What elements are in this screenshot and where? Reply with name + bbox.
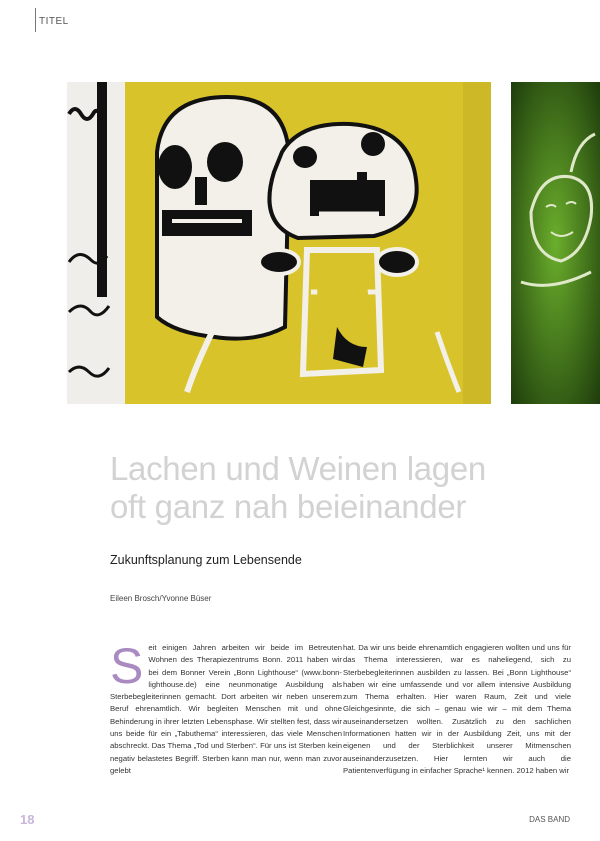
magazine-name: DAS BAND (529, 815, 570, 824)
article-authors: Eileen Brosch/Yvonne Büser (110, 594, 212, 603)
article-subtitle: Zukunftsplanung zum Lebensende (110, 553, 302, 567)
headline-line-1: Lachen und Weinen lagen (110, 450, 486, 487)
headline-line-2: oft ganz nah beieinander (110, 488, 467, 525)
article-headline (110, 450, 580, 526)
green-artwork-photo (511, 82, 600, 404)
body-text-right: hat. Da wir uns beide ehrenamtlich engagieren wollten und uns für das Thema interessieren, war es naheliegend, sich zu Sterbebegleiterinnen ausbilden zu lassen. Bei „Bonn Lighthouse“ haben wir eine umfassende und vor allem intensive Ausbildung zum Thema erhalten. Hier waren Raum, Zeit und viele Gleichgesinnte, die sich – genau wie wir – mit dem Thema auseinandersetzen wollten. Zusätzlich zu den sachlichen Informationen hatten wir in der Ausbildung Zeit, uns mit der eigenen und der Sterblichkeit unserer Mitmenschen auseinanderzusetzen. Hier lernten wir auch die Patientenverfügung in einfacher Sprache¹ kennen. 2012 haben wir (343, 643, 571, 775)
section-label: TITEL (39, 16, 69, 27)
body-column-right (343, 642, 571, 777)
dropcap-letter: S (110, 638, 144, 694)
body-column-left (110, 638, 342, 777)
section-rule (35, 8, 36, 32)
artwork-photo (67, 82, 491, 404)
page-number: 18 (20, 812, 35, 827)
body-text-left: eit einigen Jahren arbeiten wir beide im Betreuten Wohnen des Therapiezentrums Bonn. 2011 haben wir bei dem Bonner Verein „Bonn Lighthouse“ (www.bonn-lighthouse.de) eine neunmonatige Ausbildung als Sterbebegleiterinnen gemacht. Dort arbeiten wir neben unserem Beruf ehrenamtlich. Wir begleiten Menschen mit und ohne Behinderung in ihrer letzten Lebensphase. Wir stellten fest, dass wir uns beide für ein „Tabuthema“ interessieren, das viele Menschen abschreckt. Das Thema „Tod und Sterben“. Für uns ist Sterben kein negativ belastetes Begriff. Sterben kann man nur, wenn man zuvor gelebt (110, 643, 342, 775)
